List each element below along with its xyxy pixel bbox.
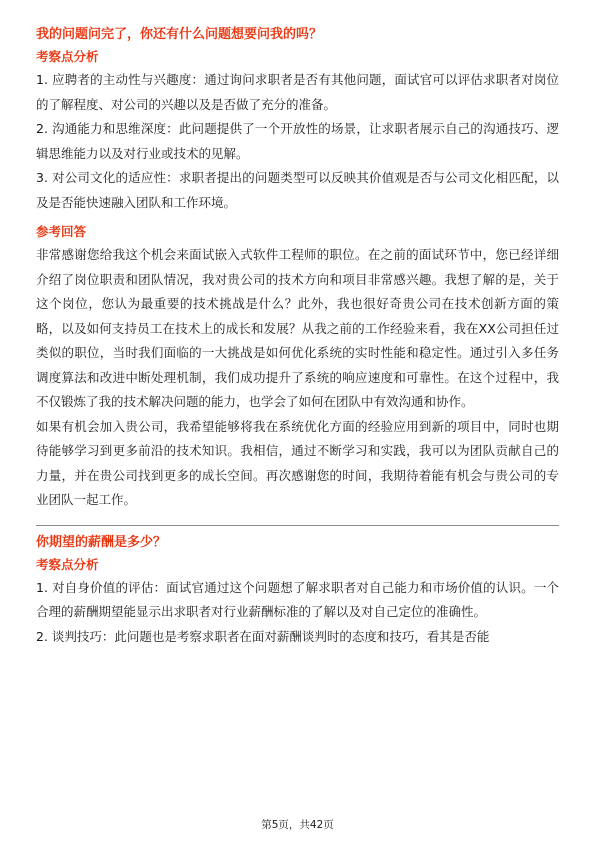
analysis-item: 2. 谈判技巧：此问题也是考察求职者在面对薪酬谈判时的态度和技巧，看其是否能 [36,628,490,644]
document-page [36,26,559,649]
analysis-item: 3. 对公司文化的适应性：求职者提出的问题类型可以反映其价值观是否与公司文化相匹配，以及是否能快速融入团队和工作环境。 [36,170,559,210]
section-divider [36,525,559,526]
analysis-item: 1. 对自身价值的评估：面试官通过这个问题想了解求职者对自己能力和市场价值的认识。一个合理的薪酬期望能显示出求职者对行业薪酬标准的了解以及对自己定位的准确性。 [36,579,559,619]
page-number: 第5页，共42页 [261,819,334,831]
answer-heading: 参考回答 [36,224,87,239]
analysis-item: 2. 沟通能力和思维深度：此问题提供了一个开放性的场景，让求职者展示自己的沟通技巧、逻辑思维能力以及对行业或技术的见解。 [36,121,559,161]
answer-paragraph: 如果有机会加入贵公司，我希望能够将我在系统优化方面的经验应用到新的项目中，同时也期待能够学习到更多前沿的技术知识。我相信，通过不断学习和实践，我可以为团队贡献自己的力量，并在贵公司找到更多的成长空间。再次感谢您的时间，我期待着能有机会与贵公司的专业团队一起工作。 [36,418,559,507]
question-title: 你期望的薪酬是多少？ [36,534,167,550]
answer-paragraph: 非常感谢您给我这个机会来面试嵌入式软件工程师的职位。在之前的面试环节中，您已经详细介绍了岗位职责和团队情况，我对贵公司的技术方向和项目非常感兴趣。我想了解的是，关于这个岗位，您认为最重要的技术挑战是什么？此外，我也很好奇贵公司在技术创新方面的策略，以及如何支持员工在技术上的成长和发展？从我之前的工作经验来看，我在XX公司担任过类似的职位，当时我们面临的一大挑战是如何优化系统的实时性能和稳定性。通过引入多任务调度算法和改进中断处理机制，我们成功提升了系统的响应速度和可靠性。在这个过程中，我不仅锻炼了我的技术解决问题的能力，也学会了如何在团队中有效沟通和协作。 [36,247,559,409]
analysis-heading: 考察点分析 [36,556,99,572]
analysis-item: 1. 应聘者的主动性与兴趣度：通过询问求职者是否有其他问题，面试官可以评估求职者对岗位的了解程度、对公司的兴趣以及是否做了充分的准备。 [36,72,559,112]
question-title: 我的问题问完了，你还有什么问题想要问我的吗？ [36,27,323,42]
analysis-heading: 考察点分析 [36,49,99,64]
